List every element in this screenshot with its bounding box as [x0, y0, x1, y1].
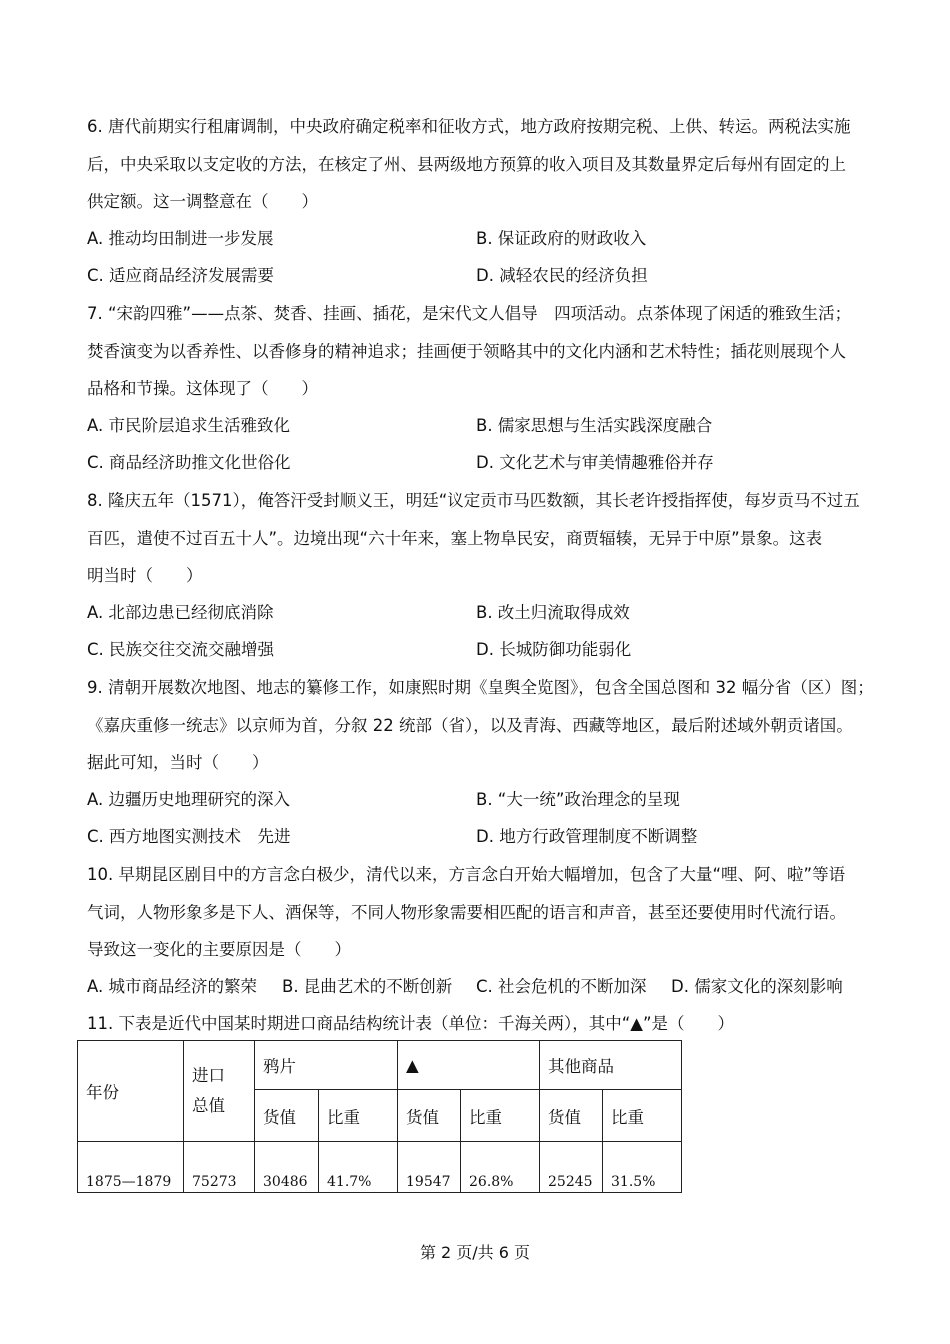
- question-7-option-c[interactable]: C. 商品经济助推文化世俗化: [87, 453, 291, 472]
- question-9-line-3: 据此可知，当时（ ）: [87, 753, 269, 772]
- year-header: 年份: [78, 1041, 184, 1142]
- question-10-option-a[interactable]: A. 城市商品经济的繁荣: [87, 977, 257, 996]
- question-6-option-c[interactable]: C. 适应商品经济发展需要: [87, 266, 275, 285]
- question-6-line-1: 6. 唐代前期实行租庸调制，中央政府确定税率和征收方式，地方政府按期完税、上供、转运。两税法实施: [87, 117, 851, 136]
- question-7-line-2: 焚香演变为以香养性、以香修身的精神追求；挂画便于领略其中的文化内涵和艺术特性；插花则展现个人: [87, 341, 846, 361]
- question-7-option-d[interactable]: D. 文化艺术与审美情趣雅俗并存: [476, 453, 714, 472]
- question-9-option-c[interactable]: C. 西方地图实测技术 先进: [87, 827, 291, 846]
- question-6: [87, 108, 867, 221]
- page-footer: 第 2 页/共 6 页: [419, 1243, 531, 1262]
- question-7-line-1: 7. “宋韵四雅”——点茶、焚香、挂画、插花，是宋代文人倡导 四项活动。点茶体现了闲适的雅致生活；: [87, 304, 852, 323]
- row-total: 75273: [184, 1142, 255, 1193]
- opium-header: 鸦片: [255, 1041, 398, 1090]
- other-value-header: 货值: [540, 1090, 603, 1142]
- question-7-options-row-2: [87, 444, 867, 481]
- other-share-header: 比重: [603, 1090, 682, 1142]
- opium-share-header: 比重: [319, 1090, 398, 1142]
- question-9-option-b[interactable]: B. “大一统”政治理念的呈现: [476, 790, 680, 809]
- question-9-options-row-1: [87, 781, 867, 818]
- question-8-line-2: 百匹，遣使不过百五十人”。边境出现“六十年来，塞上物阜民安，商贾辐辏，无异于中原”景象。这表: [87, 528, 823, 548]
- question-9-line-2: 《嘉庆重修一统志》以京师为首，分叙 22 统部（省），以及青海、西藏等地区，最后附述域外朝贡诸国。: [87, 715, 853, 735]
- question-10: [87, 856, 867, 969]
- question-7-option-b[interactable]: B. 儒家思想与生活实践深度融合: [476, 416, 713, 435]
- question-9: [87, 669, 874, 782]
- question-8-option-a[interactable]: A. 北部边患已经彻底消除: [87, 603, 274, 622]
- question-6-options-row-1: [87, 220, 867, 257]
- question-11: [87, 1005, 867, 1043]
- unknown-value-header: 货值: [398, 1090, 461, 1142]
- question-8-option-d[interactable]: D. 长城防御功能弱化: [476, 640, 632, 659]
- row-other-share: 31.5%: [603, 1142, 682, 1193]
- unknown-header: ▲: [398, 1041, 540, 1090]
- other-goods-header: 其他商品: [540, 1041, 682, 1090]
- question-6-option-d[interactable]: D. 减轻农民的经济负担: [476, 266, 648, 285]
- question-7-line-3: 品格和节操。这体现了（ ）: [87, 379, 318, 398]
- question-10-option-c[interactable]: C. 社会危机的不断加深: [476, 977, 647, 996]
- question-6-options-row-2: [87, 257, 867, 294]
- question-10-line-2: 气词，人物形象多是下人、酒保等，不同人物形象需要相匹配的语言和声音，甚至还要使用时代流行语。: [87, 902, 846, 922]
- question-8-option-c[interactable]: C. 民族交往交流交融增强: [87, 640, 275, 659]
- question-9-line-1: 9. 清朝开展数次地图、地志的纂修工作，如康熙时期《皇舆全览图》，包含全国总图和 32 幅分省（区）图；: [87, 678, 874, 697]
- question-8-line-3: 明当时（ ）: [87, 566, 203, 585]
- question-7-option-a[interactable]: A. 市民阶层追求生活雅致化: [87, 416, 290, 435]
- question-8-options-row-1: [87, 594, 867, 631]
- unknown-share-header: 比重: [461, 1090, 540, 1142]
- question-9-option-a[interactable]: A. 边疆历史地理研究的深入: [87, 790, 290, 809]
- question-8-option-b[interactable]: B. 改土归流取得成效: [476, 603, 630, 622]
- question-10-line-3: 导致这一变化的主要原因是（ ）: [87, 940, 351, 959]
- import-structure-table: [77, 1040, 682, 1193]
- question-10-line-1: 10. 早期昆区剧目中的方言念白极少，清代以来，方言念白开始大幅增加，包含了大量“哩、阿、啦”等语: [87, 865, 846, 884]
- row-unknown-value: 19547: [398, 1142, 461, 1193]
- row-other-value: 25245: [540, 1142, 603, 1193]
- question-10-options-row: [87, 968, 867, 1005]
- opium-value-header: 货值: [255, 1090, 319, 1142]
- question-6-line-3: 供定额。这一调整意在（ ）: [87, 192, 318, 211]
- row-unknown-share: 26.8%: [461, 1142, 540, 1193]
- question-9-options-row-2: [87, 818, 867, 855]
- row-year: 1875—1879: [78, 1142, 184, 1193]
- row-opium-value: 30486: [255, 1142, 319, 1193]
- total-header-text: 进口总值: [192, 1066, 225, 1115]
- question-8-line-1: 8. 隆庆五年（1571），俺答汗受封顺义王，明廷“议定贡市马匹数额，其长老许授指挥使，每岁贡马不过五: [87, 491, 860, 510]
- question-8: [87, 482, 867, 595]
- question-6-line-2: 后，中央采取以支定收的方法，在核定了州、县两级地方预算的收入项目及其数量界定后每州有固定的上: [87, 154, 846, 174]
- question-6-option-a[interactable]: A. 推动均田制进一步发展: [87, 229, 274, 248]
- question-8-options-row-2: [87, 631, 867, 668]
- question-9-option-d[interactable]: D. 地方行政管理制度不断调整: [476, 827, 698, 846]
- question-7: [87, 295, 867, 408]
- question-7-options-row-1: [87, 407, 867, 444]
- total-header: [184, 1041, 255, 1142]
- row-opium-share: 41.7%: [319, 1142, 398, 1193]
- question-10-option-d[interactable]: D. 儒家文化的深刻影响: [671, 977, 843, 996]
- question-6-option-b[interactable]: B. 保证政府的财政收入: [476, 229, 647, 248]
- question-10-option-b[interactable]: B. 昆曲艺术的不断创新: [282, 977, 453, 996]
- question-11-line-1: 11. 下表是近代中国某时期进口商品结构统计表（单位：千海关两），其中“▲”是（ ）: [87, 1014, 735, 1033]
